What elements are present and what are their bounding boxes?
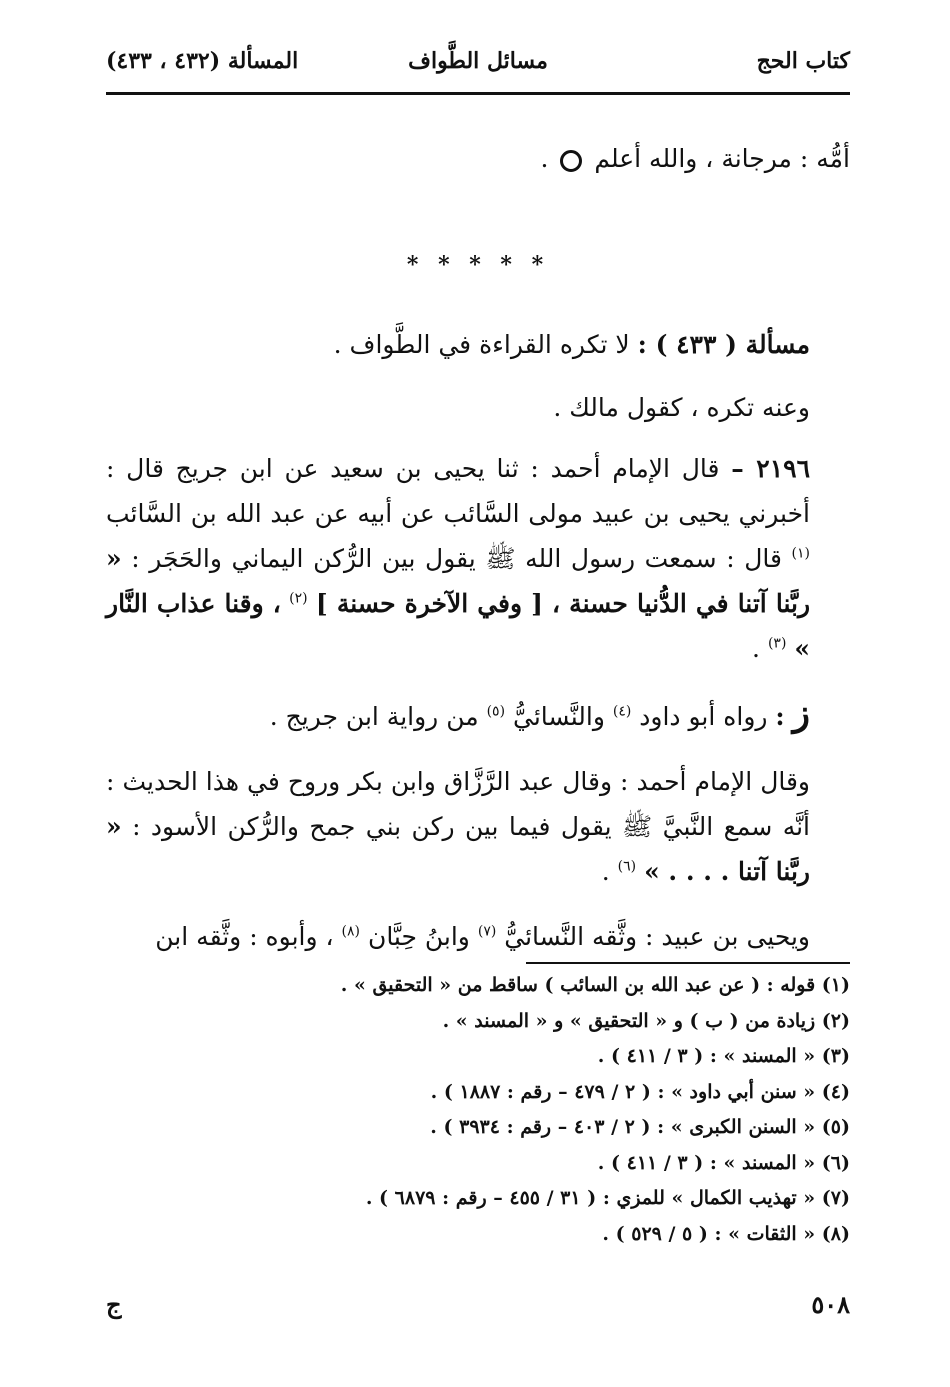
hadith-quote: « ربَّنا آتنا في الدُّنيا حسنة ، [ وفي الآخرة حسنة ] [106,544,811,618]
header-rule [106,92,850,95]
second-narration-paragraph: وقال الإمام أحمد : وقال عبد الرَّزَّاق وابن بكر وروح في هذا الحديث : أنَّه سمع النَّبيَّ ﷺ يقول فيما بين ركن بني جمح والرُّكن الأسود : « ربَّنا آتنا . . . . » $^{(٦)}$ . [106,767,811,886]
footnote-6: (٦) « المسند » : ( ٣ / ٤١١ ) . [597,1151,850,1174]
book-title: كتاب الحج [756,48,850,74]
footnote-4: (٤) « سنن أبي داود » : ( ٢ / ٤٧٩ – رقم : ١٨٨٧ ) . [430,1080,850,1103]
footnote-3: (٣) « المسند » : ( ٣ / ٤١١ ) . [597,1045,850,1067]
running-header [106,40,850,84]
zay-letter: ز [792,692,810,734]
section-separator: * * * * * [406,252,550,278]
second-quote: « ربَّنا آتنا . . . . » [106,812,810,886]
takhrij-line: ز : رواه أبو داود $^{(٤)}$ والنَّسائيُّ $^{(٥)}$ من رواية ابن جريج . [269,692,810,734]
end-circle-icon [560,150,582,172]
footnote-ref-7: (٧) [477,923,497,940]
footnote-ref-5: (٥) [486,703,506,720]
volume-mark: ج [106,1290,122,1319]
footnote-ref-1: (١) [791,545,811,562]
footnote-1: (١) قوله : ( عن عبد الله بن السائب ) ساقط من « التحقيق » . [340,974,850,996]
footnote-5: (٥) « السنن الكبرى » : ( ٢ / ٤٠٣ – رقم : ٣٩٣٤ ) . [430,1116,850,1138]
masala-label: مسألة ( ٤٣٣ ) : [637,330,810,359]
mother-line: أمُّه : مرجانة ، والله أعلم . [540,144,850,173]
masala-text: لا تكره القراءة في الطَّواف . [333,330,630,359]
masala-heading [106,322,850,367]
narrator-paragraph: ويحيى بن عبيد : وثَّقه النَّسائيُّ $^{(٧)}$ وابنُ حِبَّان $^{(٨)}$ ، وأبوه : وثَّقه ابن [155,922,810,951]
footnotes [106,968,850,1252]
hadith-number: ٢١٩٦ – [731,454,810,483]
footnote-ref-8: (٨) [341,923,360,940]
main-text [106,136,850,959]
footnote-rule [526,962,850,964]
page-number: ٥٠٨ [811,1290,850,1319]
riwaya-line: وعنه تكره ، كقول مالك . [553,393,810,422]
footnote-ref-2: (٢) [289,590,308,607]
footnote-ref-3: (٣) [767,635,787,652]
footnote-8: (٨) « الثقات » : ( ٥ / ٥٢٩ ) . [602,1222,850,1245]
footnote-7: (٧) « تهذيب الكمال » للمزي : ( ٣١ / ٤٥٥ – رقم : ٦٨٧٩ ) . [365,1187,850,1209]
footnote-ref-6: (٦) [617,858,637,875]
footnote-ref-4: (٤) [612,703,632,720]
masala-range: المسألة (٤٣٢ ، ٤٣٣) [106,48,299,74]
footnote-2: (٢) زيادة من ( ب ) و « التحقيق » و « المسند » . [442,1009,850,1032]
hadith-paragraph: ٢١٩٦ – قال الإمام أحمد : ثنا يحيى بن سعيد عن ابن جريج قال : أخبرني يحيى بن عبيد مولى السَّائب عن أبيه عن عبد الله بن السَّائب $^{(١)}$ قال : سمعت رسول الله ﷺ يقول بين الرُّكن اليماني والحَجَر : « ربَّنا آتنا في الدُّنيا حسنة ، [ وفي الآخرة حسنة ] $^{(٢)}$ ، وقنا عذاب النَّار » $^{(٣)}$ . [106,454,811,663]
page-footer [106,1290,850,1330]
section-title: مسائل الطَّواف [408,48,548,74]
